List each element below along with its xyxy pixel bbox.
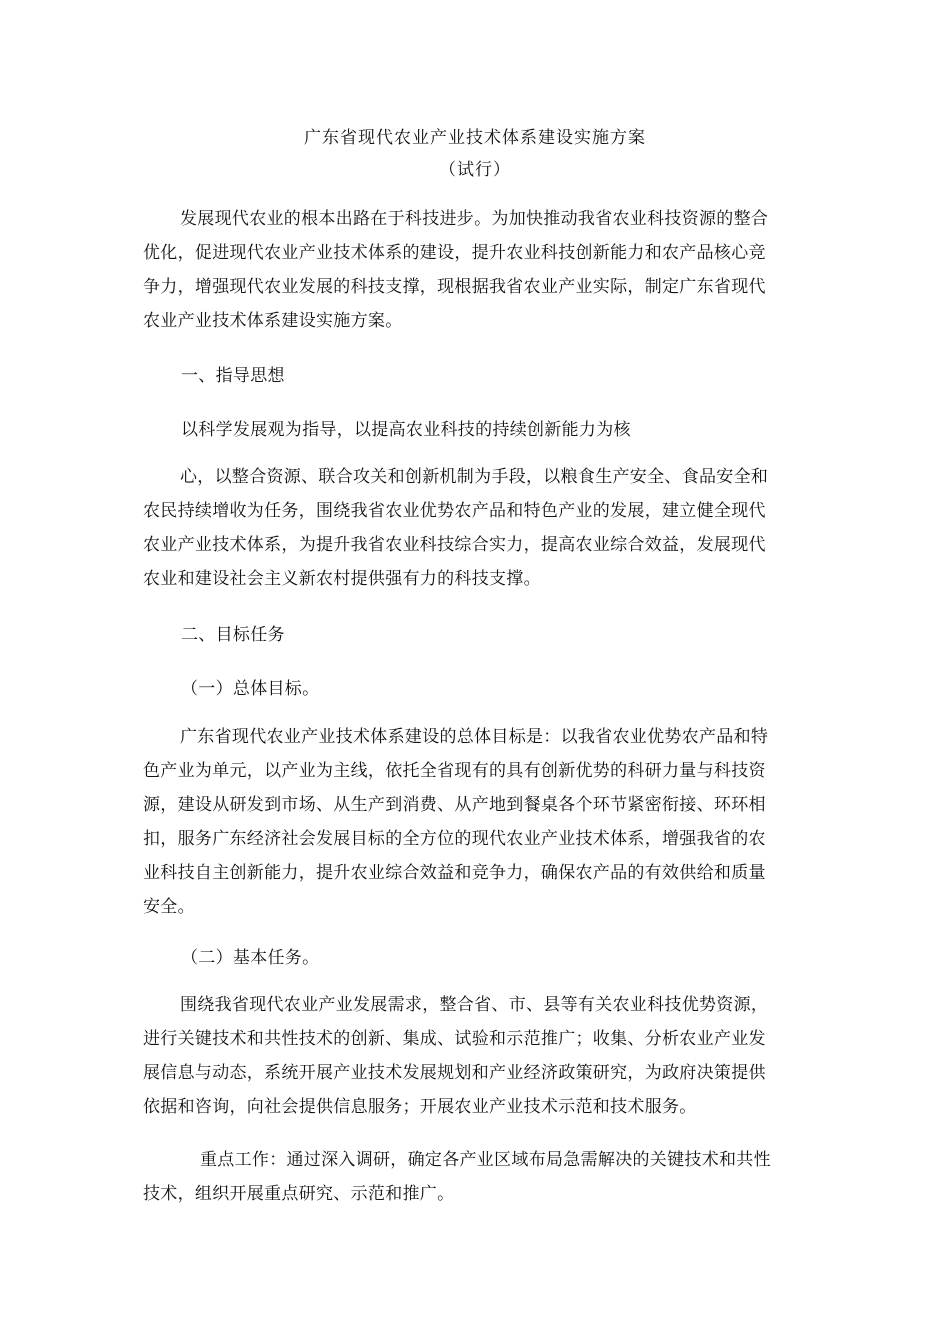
sub2-line: 依据和咨询，向社会提供信息服务；开展农业产业技术示范和技术服务。	[143, 1097, 697, 1117]
sub2-paragraph	[143, 988, 809, 1124]
sub1-line: 安全。	[143, 897, 195, 917]
section1-line: 心，以整合资源、联合攻关和创新机制为手段，以粮食生产安全、食品安全和	[180, 467, 769, 487]
document-title: 广东省现代农业产业技术体系建设实施方案	[304, 128, 646, 148]
section1-line: 农业和建设社会主义新农村提供强有力的科技支撑。	[143, 569, 541, 589]
subsection-heading: （一）总体目标。	[181, 679, 320, 699]
key-work-line: 技术，组织开展重点研究、示范和推广。	[143, 1184, 455, 1204]
intro-line: 发展现代农业的根本出路在于科技进步。为加快推动我省农业科技资源的整合	[180, 209, 769, 229]
subsection-heading: （二）基本任务。	[181, 948, 320, 968]
intro-line: 农业产业技术体系建设实施方案。	[143, 311, 403, 331]
document-subtitle: （试行）	[439, 160, 511, 180]
section-heading: 一、指导思想	[181, 366, 285, 386]
sub1-line: 色产业为单元，以产业为主线，依托全省现有的具有创新优势的科研力量与科技资	[143, 761, 766, 781]
section1-line: 农民持续增收为任务，围绕我省农业优势农产品和特色产业的发展，建立健全现代	[143, 501, 766, 521]
sub1-line: 广东省现代农业产业技术体系建设的总体目标是：以我省农业优势农产品和特	[180, 727, 769, 747]
key-work-paragraph	[143, 1143, 809, 1211]
sub2-line: 展信息与动态，系统开展产业技术发展规划和产业经济政策研究，为政府决策提供	[143, 1063, 766, 1083]
sub1-paragraph	[143, 720, 809, 924]
sub1-line: 扣，服务广东经济社会发展目标的全方位的现代农业产业技术体系，增强我省的农	[143, 829, 766, 849]
section1-line: 农业产业技术体系，为提升我省农业科技综合实力，提高农业综合效益，发展现代	[143, 535, 766, 555]
sub1-line: 业科技自主创新能力，提升农业综合效益和竞争力，确保农产品的有效供给和质量	[143, 863, 766, 883]
intro-line: 优化，促进现代农业产业技术体系的建设，提升农业科技创新能力和农产品核心竞	[143, 243, 766, 263]
section-heading: 二、目标任务	[181, 625, 285, 645]
sub2-line: 围绕我省现代农业产业发展需求，整合省、市、县等有关农业科技优势资源，	[180, 995, 769, 1015]
intro-line: 争力，增强现代农业发展的科技支撑，现根据我省农业产业实际，制定广东省现代	[143, 277, 766, 297]
section1-lead: 以科学发展观为指导，以提高农业科技的持续创新能力为核	[181, 420, 631, 440]
intro-paragraph	[143, 202, 809, 338]
section1-paragraph	[143, 460, 809, 596]
sub2-line: 进行关键技术和共性技术的创新、集成、试验和示范推广；收集、分析农业产业发	[143, 1029, 766, 1049]
key-work-line: 重点工作：通过深入调研，确定各产业区域布局急需解决的关键技术和共性	[200, 1150, 771, 1170]
sub1-line: 源，建设从研发到市场、从生产到消费、从产地到餐桌各个环节紧密衔接、环环相	[143, 795, 766, 815]
